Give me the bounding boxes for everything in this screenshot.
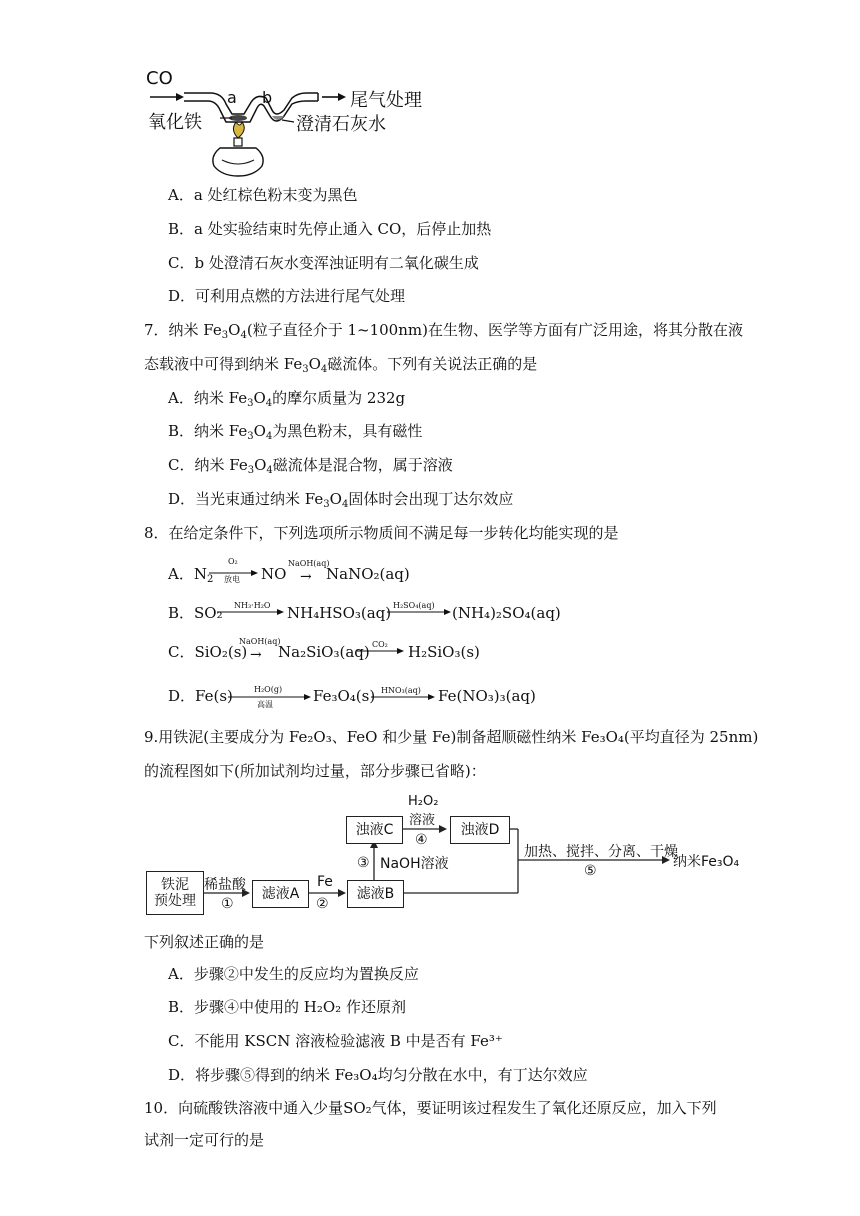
q8-stem: 8．在给定条件下，下列选项所示物质间不满足每一步转化均能实现的是 [144, 524, 619, 542]
box-suspension-c: 浊液C [346, 816, 403, 844]
box-suspension-d: 浊液D [450, 816, 510, 844]
q9-question: 下列叙述正确的是 [144, 933, 265, 951]
q9-stem-line2: 的流程图如下(所加试剂均过量，部分步骤已省略)： [144, 762, 486, 780]
step-3-marker: ③ [357, 855, 370, 871]
q8b-mid: NH₄HSO₃(aq) [287, 604, 392, 622]
q9-stem-line1: 9.用铁泥(主要成分为 Fe₂O₃、FeO 和少量 Fe)制备超顺磁性纳米 Fe₃O₄(平均直径为 25nm) [144, 728, 759, 746]
q8c-right: H₂SiO₃(s) [408, 643, 480, 661]
q7-stem-line1: 7．纳米 $Fe_3O_4$(粒子直径介于 1~100nm)在生物、医学等方面有广泛用途，将其分散在液 [144, 321, 743, 341]
box-iron-mud: 铁泥 预处理 [146, 871, 204, 915]
q9-option-b: B．步骤④中使用的 H₂O₂ 作还原剂 [168, 998, 406, 1016]
q7-option-c: C．纳米 $Fe_3O_4$磁流体是混合物，属于溶液 [168, 456, 453, 476]
q6-option-a: A．a 处红棕色粉末变为黑色 [168, 186, 358, 204]
q8d-cond1-top: H₂O(g) [254, 685, 283, 694]
reagent-fe: Fe [317, 874, 333, 890]
q6-option-c: C．b 处澄清石灰水变浑浊证明有二氧化碳生成 [168, 254, 479, 272]
q8c-cond2-top: CO₂ [372, 640, 388, 649]
q8b-cond1-top: NH₃·H₂O [234, 601, 271, 610]
q9-option-c: C．不能用 KSCN 溶液检验滤液 B 中是否有 Fe³⁺ [168, 1032, 503, 1050]
q8c-arrow1: → [250, 647, 262, 663]
q9-option-a: A．步骤②中发生的反应均为置换反应 [168, 965, 419, 983]
q7-option-b: B．纳米 $Fe_3O_4$为黑色粉末，具有磁性 [168, 422, 423, 442]
q10-stem-line1: 10．向硫酸铁溶液中通入少量SO₂气体，要证明该过程发生了氧化还原反应，加入下列 [144, 1099, 717, 1117]
reagent-process: 加热、搅拌、分离、干燥 [524, 844, 678, 860]
q8a-arrow2: → [300, 569, 312, 585]
reagent-naoh: NaOH溶液 [380, 856, 449, 872]
q8b-cond2-top: H₂SO₄(aq) [393, 601, 435, 610]
step-4-marker: ④ [415, 832, 428, 848]
q7-stem-line2: 态载液中可得到纳米 $Fe_3O_4$磁流体。下列有关说法正确的是 [144, 355, 538, 375]
q8c-mid: Na₂SiO₃(aq) [278, 643, 370, 661]
q8a-right: NaNO₂(aq) [326, 565, 410, 583]
q8a-cond1-top: O₂ [228, 557, 238, 566]
q8c-cond1-top: NaOH(aq) [239, 637, 281, 646]
q6-option-b: B．a 处实验结束时先停止通入 CO，后停止加热 [168, 220, 492, 238]
step-5-marker: ⑤ [584, 863, 597, 879]
label-a: a [227, 88, 237, 107]
tail-gas-label: 尾气处理 [350, 90, 422, 111]
q8a-cond2-top: NaOH(aq) [288, 559, 330, 568]
limewater-label: 澄清石灰水 [296, 114, 386, 135]
product-label: 纳米Fe₃O₄ [673, 854, 740, 870]
label-b: b [262, 88, 273, 107]
reagent-h2o2-solution: 溶液 [409, 813, 436, 828]
reagent-h2o2: H₂O₂ [408, 794, 439, 809]
q8d-right: Fe(NO₃)₃(aq) [438, 687, 536, 705]
reagent-hcl: 稀盐酸 [204, 877, 246, 893]
q8b-right: (NH₄)₂SO₄(aq) [452, 604, 561, 622]
step-1-marker: ① [221, 896, 234, 912]
q10-stem-line2: 试剂一定可行的是 [144, 1131, 265, 1149]
q7-option-a: A．纳米 $Fe_3O_4$的摩尔质量为 232g [168, 389, 406, 409]
q8a-mid: NO [261, 565, 287, 583]
q8d-cond2-top: HNO₃(aq) [381, 686, 421, 695]
q7-option-d: D．当光束通过纳米 $Fe_3O_4$固体时会出现丁达尔效应 [168, 490, 514, 510]
q8d-mid: Fe₃O₄(s) [313, 687, 376, 705]
step-2-marker: ② [316, 896, 329, 912]
co-label: CO [146, 68, 173, 89]
box-filtrate-a: 滤液A [252, 880, 309, 908]
box-filtrate-b: 滤液B [347, 880, 404, 908]
q6-option-d: D．可利用点燃的方法进行尾气处理 [168, 287, 406, 305]
q8d-cond1-bottom: 高温 [257, 700, 273, 709]
iron-oxide-label: 氧化铁 [148, 112, 202, 133]
q9-option-d: D．将步骤⑤得到的纳米 Fe₃O₄均匀分散在水中，有丁达尔效应 [168, 1066, 588, 1084]
q8a-cond1-bottom: 放电 [224, 575, 240, 584]
